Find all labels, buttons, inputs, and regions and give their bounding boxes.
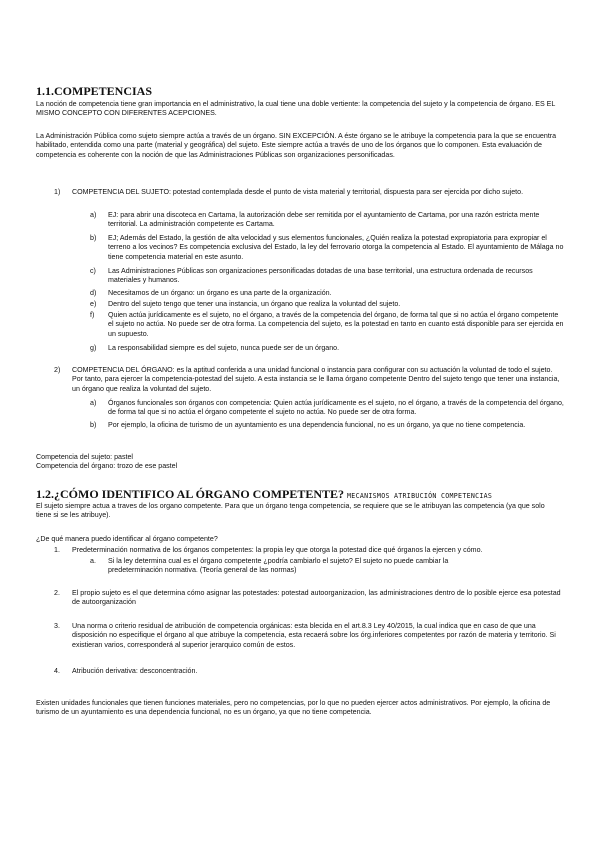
- item-text: Una norma o criterio residual de atribución de competencia orgánicas: esta blecida en el art.8.3 Ley 40/2015, la cual indica que en caso de que una disposición no especifique el órgano al que atribuye la competencia, esta recaerá sobre los órg.inferiores competentes por razón de materia y territorio. Si existieran varios, corresponderá al superior jerarquico común de estos.: [72, 622, 556, 649]
- sublist-item-f: [90, 311, 564, 339]
- list-item-number: 1): [54, 188, 61, 196]
- sublist-text: Las Administraciones Públicas son organizaciones personificadas dotadas de una base territorial, una estructura ordenada de recursos materiales y humanos.: [108, 267, 533, 285]
- item-number: 2.: [54, 589, 60, 597]
- sublist-text: La responsabilidad siempre es del sujeto, nunca puede ser de un órgano.: [108, 344, 340, 352]
- sublist-item-d: [90, 289, 564, 298]
- sublist-text: EJ: para abrir una discoteca en Cartama, la autorización debe ser remitida por el ayuntamiento de Cartama, por una razón estricta mente territorial. La administración competente es Cartama.: [108, 211, 540, 229]
- list-item-text: COMPETENCIA DEL SUJETO: potestad contemplada desde el punto de vista material y territorial, dispuesta para ser ejercida por dicho sujeto.: [72, 188, 524, 196]
- intro-paragraph: El sujeto siempre actua a traves de los organo competente. Para que un órgano tenga competencia, se requiere que se le atribuyan las competencia (ya que solo tiene si se les atribuye).: [36, 502, 545, 520]
- sublist-item-a: [90, 211, 564, 230]
- closing-paragraph: [36, 699, 566, 718]
- sublist-letter: f): [90, 311, 95, 319]
- section-2-aside: MECANISMOS ATRIBUCIÓN COMPETENCIAS: [347, 492, 493, 500]
- numbered-item-4: [54, 667, 564, 676]
- closing-text: Existen unidades funcionales que tienen funciones materiales, pero no competencias, por lo que no pueden ejercer actos administrativos. Por ejemplo, la oficina de turismo de un ayuntamiento es una dependencia funcional, no es un órgano, ya que no tiene competencia.: [36, 699, 551, 717]
- list-item-number: 2): [54, 366, 61, 374]
- item-number: 1.: [54, 546, 60, 554]
- section-2-title: [36, 487, 492, 503]
- item-number: 4.: [54, 667, 60, 675]
- section-1-intro: [36, 100, 560, 119]
- note-organo: Competencia del órgano: trozo de ese pastel: [36, 462, 178, 471]
- sublist-item-2b: [90, 421, 564, 430]
- list-item-2: [54, 366, 564, 394]
- question-text: ¿De qué manera puedo identificar al órgano competente?: [36, 535, 218, 543]
- sublist-item-g: [90, 344, 564, 353]
- section-2-question: [36, 535, 556, 544]
- note-sujeto: Competencia del sujeto: pastel: [36, 453, 134, 461]
- sublist-item-2a: [90, 399, 564, 418]
- section-1-paragraph-2: [36, 132, 564, 160]
- sublist-item-e: [90, 300, 564, 309]
- sublist-letter: e): [90, 300, 97, 308]
- sublist-letter: b): [90, 234, 97, 242]
- sublist-letter: a): [90, 211, 97, 219]
- item-text: Predeterminación normativa de los órganos competentes: la propia ley que otorga la potestad dice qué órganos la ejercen y cómo.: [72, 546, 483, 554]
- sublist-letter: a): [90, 399, 97, 407]
- numbered-item-1: [54, 546, 564, 555]
- sublist-text: Necesitamos de un órgano: un órgano es una parte de la organización.: [108, 289, 332, 297]
- admin-paragraph: La Administración Pública como sujeto siempre actúa a través de un órgano. SIN EXCEPCIÓN. A éste órgano se le atribuye la competencia para la que se encuentra habilitado, entendida como una parte (material y geográfica) del sujeto. Este siempre actúa a través de uno de los órganos que lo componen. Esta evaluación de competencia es coherente con la noción de que las Administraciones Públicas son organizaciones personificadas.: [36, 132, 557, 159]
- numbered-item-1-sub-a: [90, 557, 470, 576]
- sublist-text: Quien actúa jurídicamente es el sujeto, no el órgano, a través de la competencia del órgano, de forma tal que si no actúa el órgano competente el sujeto no actúa. No puede ser de otra forma. La competencia del sujeto, es la potestad en tanto en cuanto está disponible para ser ejercida en un supuesto.: [108, 311, 564, 338]
- sublist-text: Dentro del sujeto tengo que tener una instancia, un órgano que realiza la voluntad del sujeto.: [108, 300, 401, 308]
- numbered-item-3: [54, 622, 564, 650]
- sublist-letter: b): [90, 421, 97, 429]
- section-2-intro: [36, 502, 556, 521]
- item-text: Atribución derivativa: desconcentración.: [72, 667, 198, 675]
- sublist-text: Si la ley determina cual es el órgano competente ¿podría cambiarlo el sujeto? El sujeto no puede cambiar la predeterminación normativa. (Teoría general de las normas): [108, 557, 449, 575]
- sublist-letter: g): [90, 344, 97, 352]
- sublist-letter: d): [90, 289, 97, 297]
- section-2-heading: 1.2.¿CÓMO IDENTIFICO AL ÓRGANO COMPETENTE?: [36, 487, 345, 501]
- sublist-text: EJ; Además del Estado, la gestión de alta velocidad y sus elementos funcionales, ¿Quién realiza la potestad expropiatoria para expropiar el terreno a los vecinos? Es competencia exclusiva del Estado, la ley del ferrovario otorga la competencia al Estado. El ayuntamiento de Málaga no tiene competencia material en este asunto.: [108, 234, 564, 261]
- intro-paragraph: La noción de competencia tiene gran importancia en el administrativo, la cual tiene una doble vertiente: la competencia del sujeto y la competencia de órgano. ES EL MISMO CONCEPTO CON DIFERENTES ACEPCIONES.: [36, 100, 556, 118]
- numbered-item-2: [54, 589, 564, 608]
- item-text: El propio sujeto es el que determina cómo asignar las potestades: potestad autoorganizacion, las administraciones dentro de lo posible ejerce esa potestad de autoorganización: [72, 589, 561, 607]
- section-1-title: 1.1.COMPETENCIAS: [36, 84, 153, 98]
- notes: [36, 453, 556, 472]
- sublist-item-c: [90, 267, 564, 286]
- item-number: 3.: [54, 622, 60, 630]
- sublist-text: Por ejemplo, la oficina de turismo de un ayuntamiento es una dependencia funcional, no es un órgano, ya que no tiene competencia.: [108, 421, 526, 429]
- list-item-1: [54, 188, 564, 197]
- sublist-letter: c): [90, 267, 96, 275]
- sublist-item-b: [90, 234, 564, 262]
- sublist-text: Órganos funcionales son órganos con competencia: Quien actúa jurídicamente es el sujeto, no el órgano, a través de la competencia del órgano, de forma tal que si no actúa el órgano competente el sujeto no actúa. No puede ser de otra forma.: [108, 399, 564, 417]
- list-item-text: COMPETENCIA DEL ÓRGANO: es la aptitud conferida a una unidad funcional o instancia para configurar con su actuación la voluntad de todo el sujeto. Por tanto, para ejercer la competencia-potestad del sujeto. A esta instancia se le llama órgano competente Dentro del sujeto tengo que tener una instancia, un órgano que realiza la voluntad del sujeto.: [72, 366, 560, 393]
- sublist-letter: a.: [90, 557, 96, 565]
